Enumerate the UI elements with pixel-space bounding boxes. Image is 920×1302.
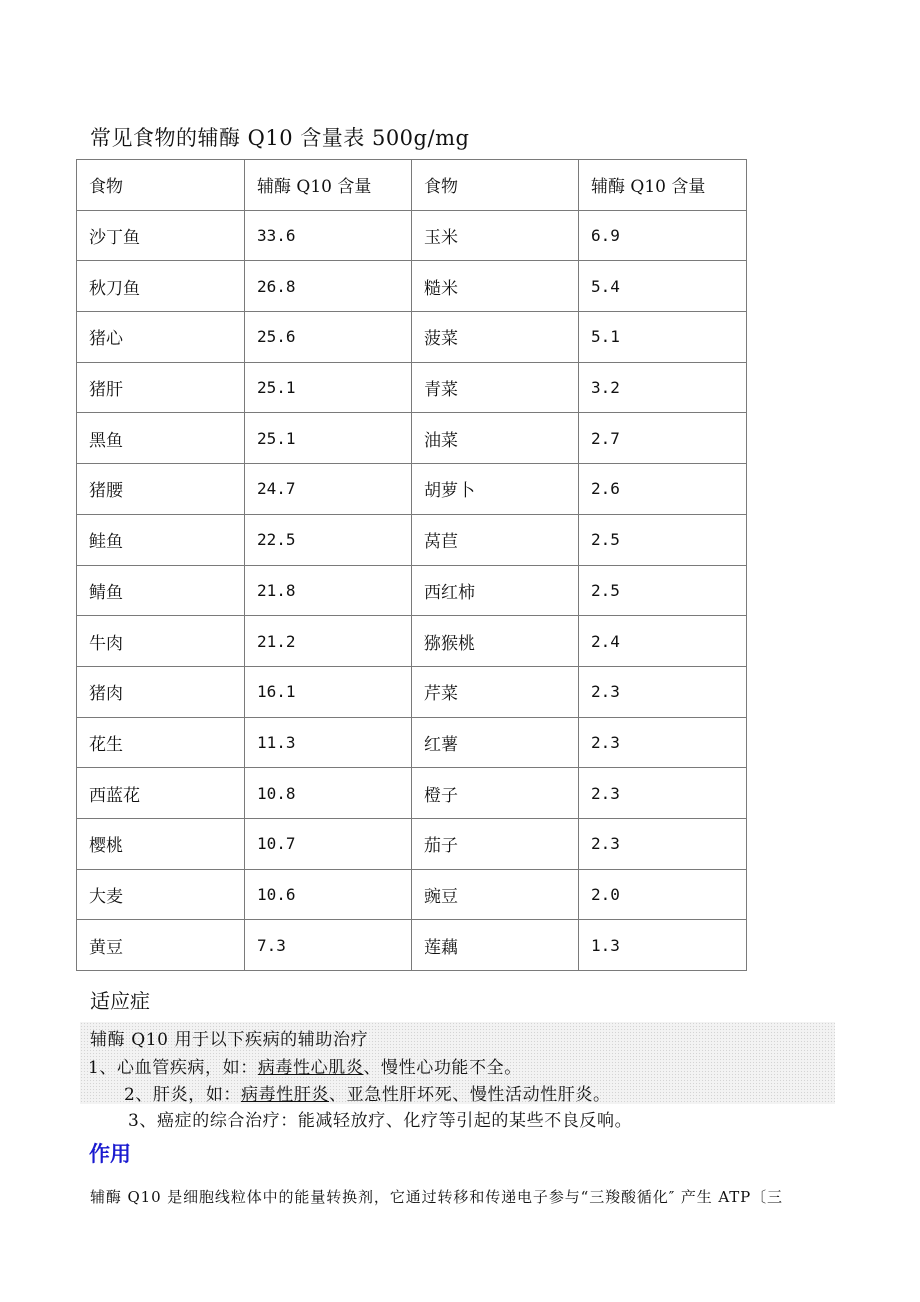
q10-value-cell: 2.5 (579, 514, 747, 565)
food-cell: 猪肉 (77, 666, 245, 717)
food-cell: 猕猴桃 (412, 616, 579, 667)
food-cell: 牛肉 (77, 616, 245, 667)
table-row (77, 261, 747, 312)
table-row (77, 514, 747, 565)
indication-item-1-suffix: 、慢性心功能不全。 (363, 1058, 522, 1078)
table-row (77, 818, 747, 869)
food-cell: 茄子 (412, 818, 579, 869)
q10-value-cell: 33.6 (245, 210, 412, 261)
food-cell: 芹菜 (412, 666, 579, 717)
table-row (77, 312, 747, 363)
q10-value-cell: 25.1 (245, 362, 412, 413)
food-cell: 橙子 (412, 768, 579, 819)
food-cell: 鲭鱼 (77, 565, 245, 616)
food-cell: 猪腰 (77, 464, 245, 515)
q10-value-cell: 1.3 (579, 920, 747, 971)
table-body (77, 160, 747, 971)
table-row (77, 413, 747, 464)
header-food: 食物 (412, 160, 579, 211)
food-cell: 红薯 (412, 717, 579, 768)
q10-value-cell: 2.3 (579, 717, 747, 768)
table-row (77, 565, 747, 616)
food-cell: 油菜 (412, 413, 579, 464)
indication-item-2 (124, 1080, 611, 1105)
table-row (77, 869, 747, 920)
q10-value-cell: 22.5 (245, 514, 412, 565)
indication-item-1 (88, 1053, 522, 1078)
food-cell: 猪心 (77, 312, 245, 363)
page-title: 常见食物的辅酶 Q10 含量表 500g/mg (90, 126, 470, 150)
indication-item-3: 3、癌症的综合治疗：能减轻放疗、化疗等引起的某些不良反响。 (128, 1111, 633, 1131)
indication-item-1-prefix: 1、心血管疾病，如： (88, 1058, 258, 1078)
q10-value-cell: 2.3 (579, 768, 747, 819)
table-row (77, 616, 747, 667)
q10-value-cell: 10.7 (245, 818, 412, 869)
q10-value-cell: 21.8 (245, 565, 412, 616)
q10-content-table (76, 159, 747, 971)
q10-value-cell: 6.9 (579, 210, 747, 261)
viral-myocarditis-link[interactable]: 病毒性心肌炎 (257, 1058, 364, 1078)
q10-value-cell: 5.4 (579, 261, 747, 312)
q10-value-cell: 2.6 (579, 464, 747, 515)
q10-value-cell: 7.3 (245, 920, 412, 971)
q10-value-cell: 16.1 (245, 666, 412, 717)
function-heading: 作用 (89, 1142, 131, 1166)
indication-item-2-prefix: 2、肝炎，如： (124, 1085, 242, 1105)
header-q10-content: 辅酶 Q10 含量 (579, 160, 747, 211)
table-header-row (77, 160, 747, 211)
food-cell: 莴苣 (412, 514, 579, 565)
indications-heading: 适应症 (90, 989, 150, 1013)
food-cell: 樱桃 (77, 818, 245, 869)
q10-value-cell: 25.1 (245, 413, 412, 464)
table-row (77, 666, 747, 717)
q10-value-cell: 2.3 (579, 818, 747, 869)
q10-value-cell: 3.2 (579, 362, 747, 413)
q10-value-cell: 26.8 (245, 261, 412, 312)
q10-value-cell: 24.7 (245, 464, 412, 515)
q10-value-cell: 2.4 (579, 616, 747, 667)
table-row (77, 210, 747, 261)
food-cell: 青菜 (412, 362, 579, 413)
function-paragraph: 辅酶 Q10 是细胞线粒体中的能量转换剂，它通过转移和传递电子参与“三羧酸循化″ 产生 ATP〔三 (90, 1188, 783, 1206)
food-cell: 秋刀鱼 (77, 261, 245, 312)
table-row (77, 920, 747, 971)
viral-hepatitis-link[interactable]: 病毒性肝炎 (241, 1085, 330, 1105)
food-cell: 鲑鱼 (77, 514, 245, 565)
q10-value-cell: 10.6 (245, 869, 412, 920)
food-cell: 黑鱼 (77, 413, 245, 464)
indication-item-2-suffix: 、亚急性肝坏死、慢性活动性肝炎。 (329, 1085, 611, 1105)
q10-value-cell: 11.3 (245, 717, 412, 768)
q10-value-cell: 2.5 (579, 565, 747, 616)
table-row (77, 464, 747, 515)
food-cell: 糙米 (412, 261, 579, 312)
food-cell: 胡萝卜 (412, 464, 579, 515)
q10-value-cell: 21.2 (245, 616, 412, 667)
table-row (77, 717, 747, 768)
food-cell: 西红柿 (412, 565, 579, 616)
q10-value-cell: 2.0 (579, 869, 747, 920)
q10-value-cell: 2.3 (579, 666, 747, 717)
food-cell: 豌豆 (412, 869, 579, 920)
food-cell: 猪肝 (77, 362, 245, 413)
food-cell: 花生 (77, 717, 245, 768)
q10-value-cell: 25.6 (245, 312, 412, 363)
q10-value-cell: 5.1 (579, 312, 747, 363)
food-cell: 菠菜 (412, 312, 579, 363)
q10-value-cell: 10.8 (245, 768, 412, 819)
food-cell: 沙丁鱼 (77, 210, 245, 261)
food-cell: 大麦 (77, 869, 245, 920)
food-cell: 玉米 (412, 210, 579, 261)
header-q10-content: 辅酶 Q10 含量 (245, 160, 412, 211)
q10-value-cell: 2.7 (579, 413, 747, 464)
header-food: 食物 (77, 160, 245, 211)
table-row (77, 768, 747, 819)
food-cell: 莲藕 (412, 920, 579, 971)
food-cell: 西蓝花 (77, 768, 245, 819)
indications-intro: 辅酶 Q10 用于以下疾病的辅助治疗 (90, 1030, 369, 1050)
table-row (77, 362, 747, 413)
food-cell: 黄豆 (77, 920, 245, 971)
